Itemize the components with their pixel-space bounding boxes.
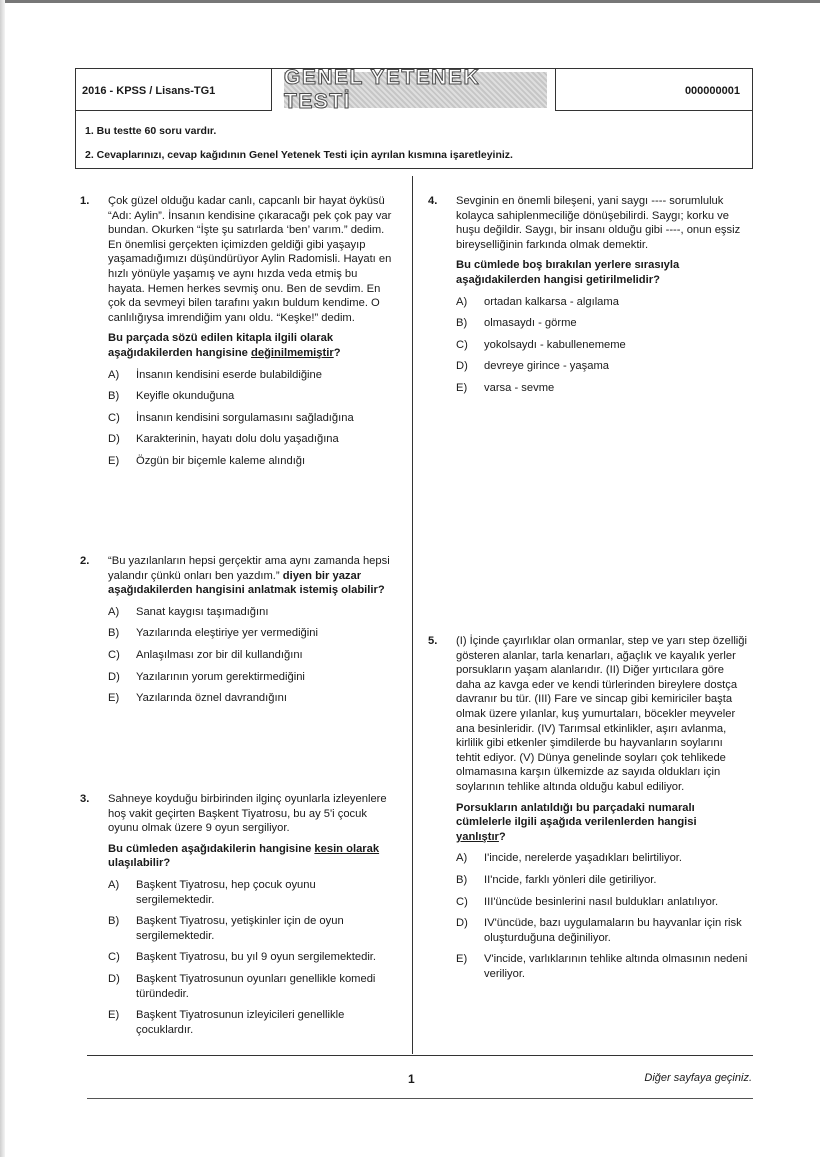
option-d[interactable]: D) Yazılarının yorum gerektirmediğini bbox=[108, 670, 305, 683]
question-text: Çok güzel olduğu kadar canlı, capcanlı bir hayat öyküsü “Adı: Aylin”. İnsanın kendisine çıkaracağı pek çok pay var bundan. Okurken “İşte şu satırlarda ‘ben’ varım.” dedim. En önemlisi gerçekten içimizden geldiği gibi yaşayıp yaşamadığımızı düşündürüyor Aylin Radomisli. Hayatı en hızlı yönüyle yaşamış ve aynı hızda veda etmiş bu hayata. Hemen herkes sevmiş onu. Ben de sevdim. En çok da sevmeyi bilen tarafını yakın buldum kendime. O canlılığıysa imrendiğim yanı oldu. “Keşke!” dedim. bbox=[108, 195, 392, 324]
test-title-banner bbox=[284, 66, 547, 113]
question-text: Sevginin en önemli bileşeni, yani saygı ---- sorumluluk kolayca sahiplenmeciliğe dönüşebilirdi. Saygı; korku ve huşu değildir. Saygı, bir insanı olduğu gibi ----, onun eşsiz bireyselliğinin farkında olmak demektir. bbox=[456, 195, 741, 251]
question-number: 4. bbox=[428, 195, 438, 207]
exam-code: 2016 - KPSS / Lisans-TG1 bbox=[76, 69, 272, 111]
top-edge-rule bbox=[0, 0, 820, 3]
question-stem: Bu parçada sözü edilen kitapla ilgili olarak aşağıdakilerden hangisine değinilmemiştir? bbox=[108, 332, 341, 359]
option-a[interactable]: A) Başkent Tiyatrosu, hep çocuk oyunu sergilemektedir. bbox=[108, 878, 316, 906]
question-text: (I) İçinde çayırlıklar olan ormanlar, step ve yarı step özelliği gösteren alanlar, tarla kenarları, ağaçlık ve kayalık yerler porsukların yaşam alanlarıdır. (II) Diğer yırtıcılara göre daha az kavga eder ve kendi türlerinden bireylere dostça davranır bu tür. (III) Fare ve sincap gibi kemiriciler başta olmak üzere yılanlar, kuş yumurtaları, böcekler meyveler ana besinleridir. (IV) Tarımsal etkinlikler, aşırı avlanma, kirlilik gibi etkenler şimdilerde bu hayvanların soylarını tehtit ediyor. (V) Dünya genelinde soyları çok tehlikede olmamasına karşın ülkemizde az sayıda oldukları için soylarının tehlike altında olduğu kabul ediliyor. bbox=[456, 635, 747, 793]
option-d[interactable]: D) Başkent Tiyatrosunun oyunları genellikle komedi türündedir. bbox=[108, 972, 376, 1000]
option-c[interactable]: C) Anlaşılması zor bir dil kullandığını bbox=[108, 648, 303, 661]
option-c[interactable]: C) yokolsaydı - kabullenememe bbox=[456, 338, 626, 351]
exam-header bbox=[75, 68, 753, 169]
question-2 bbox=[80, 554, 392, 706]
option-c[interactable]: C) İnsanın kendisini sorgulamasını sağladığına bbox=[108, 411, 354, 424]
next-page-note: Diğer sayfaya geçiniz. bbox=[644, 1072, 752, 1084]
question-4 bbox=[428, 194, 748, 396]
option-e[interactable]: E) Başkent Tiyatrosunun izleyicileri genellikle çocuklardır. bbox=[108, 1009, 345, 1036]
option-a[interactable]: A) I'incide, nerelerde yaşadıkları belirtiliyor. bbox=[456, 852, 683, 865]
option-e[interactable]: E) Özgün bir biçemle kaleme alındığı bbox=[108, 454, 306, 467]
question-number: 5. bbox=[428, 635, 438, 647]
question-number: 2. bbox=[80, 555, 90, 567]
option-e[interactable]: E) V'incide, varlıklarının tehlike altında olmasının nedeni veriliyor. bbox=[456, 953, 748, 980]
option-a[interactable]: A) ortadan kalkarsa - algılama bbox=[456, 295, 619, 308]
option-a[interactable]: A) İnsanın kendisini eserde bulabildiğine bbox=[108, 368, 322, 381]
test-title: GENEL YETENEK TESTİ bbox=[284, 66, 481, 113]
option-d[interactable]: D) devreye girince - yaşama bbox=[456, 360, 609, 373]
question-number: 1. bbox=[80, 195, 90, 207]
option-b[interactable]: B) II'ncide, farklı yönleri dile getiriliyor. bbox=[456, 873, 657, 886]
option-e[interactable]: E) Yazılarında öznel davrandığını bbox=[108, 692, 287, 705]
column-divider bbox=[412, 176, 413, 1054]
option-b[interactable]: B) Yazılarında eleştiriye yer vermediğini bbox=[108, 627, 318, 640]
option-c[interactable]: C) III'üncüde besinlerini nasıl buldukları anlatılıyor. bbox=[456, 895, 719, 908]
question-text: “Bu yazılanların hepsi gerçektir ama aynı zamanda hepsi yalandır çünkü onları ben yazdım.” diyen bir yazar aşağıdakilerden hangisini anlatmak istemiş olabilir? bbox=[108, 555, 390, 597]
question-5 bbox=[428, 634, 748, 981]
question-text: Sahneye koyduğu birbirinden ilginç oyunlarla izleyenlere hoş vakit geçirten Başkent Tiyatrosu, bu ay 5'i çocuk oyunu olmak üzere 9 oyun sergiliyor. bbox=[108, 793, 387, 835]
footer-rule bbox=[87, 1055, 753, 1056]
option-b[interactable]: B) Başkent Tiyatrosu, yetişkinler için de oyun sergilemektedir. bbox=[108, 915, 344, 942]
option-d[interactable]: D) IV'üncüde, bazı uygulamaların bu hayvanlar için risk oluşturduğuna değiniliyor. bbox=[456, 917, 742, 944]
booklet-number: 000000001 bbox=[555, 69, 752, 111]
option-c[interactable]: C) Başkent Tiyatrosu, bu yıl 9 oyun sergilemektedir. bbox=[108, 951, 377, 964]
question-number: 3. bbox=[80, 793, 90, 805]
option-d[interactable]: D) Karakterinin, hayatı dolu dolu yaşadığına bbox=[108, 433, 339, 446]
scan-edge-shadow bbox=[0, 0, 5, 1157]
page-number: 1 bbox=[408, 1072, 415, 1086]
option-e[interactable]: E) varsa - sevme bbox=[456, 381, 555, 394]
footer-rule-lower bbox=[87, 1098, 753, 1099]
question-stem: Bu cümlede boş bırakılan yerlere sırasıyla aşağıdakilerden hangisi getirilmelidir? bbox=[456, 259, 680, 286]
option-b[interactable]: B) olmasaydı - görme bbox=[456, 317, 577, 330]
question-stem: Porsukların anlatıldığı bu parçadaki numaralı cümlelerle ilgili aşağıda verilenlerden hangisi yanlıştır? bbox=[456, 801, 697, 843]
instruction-2: 2. Cevaplarınızı, cevap kağıdının Genel Yetenek Testi için ayrılan kısmına işaretleyiniz. bbox=[85, 149, 513, 161]
question-stem: Bu cümleden aşağıdakilerin hangisine kesin olarak ulaşılabilir? bbox=[108, 842, 380, 870]
question-1 bbox=[80, 194, 392, 469]
question-3 bbox=[80, 792, 392, 1037]
option-a[interactable]: A) Sanat kaygısı taşımadığını bbox=[108, 605, 269, 618]
option-b[interactable]: B) Keyifle okunduğuna bbox=[108, 390, 235, 403]
instruction-1: 1. Bu testte 60 soru vardır. bbox=[85, 125, 217, 137]
